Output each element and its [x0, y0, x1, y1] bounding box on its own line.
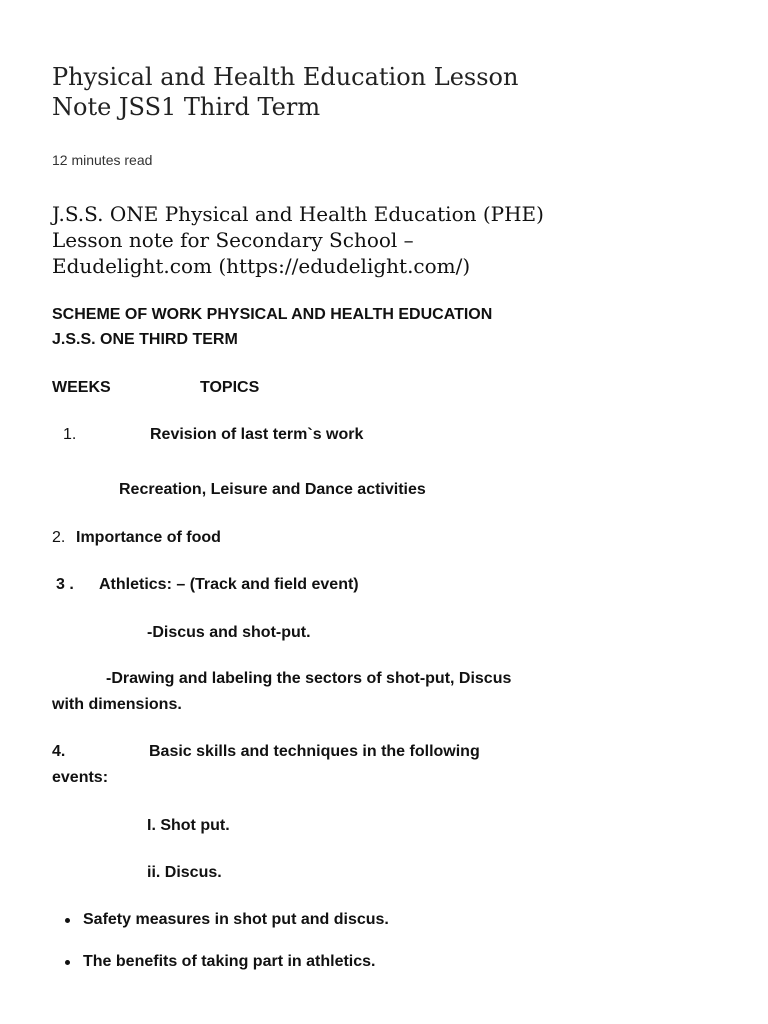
week-3-subtopic-drawing-cont: with dimensions.	[52, 696, 182, 713]
article-subtitle: J.S.S. ONE Physical and Health Education (PHE) Lesson note for Secondary School – Edudelight.com (https://edudelight.com/)	[52, 202, 544, 278]
scheme-heading: SCHEME OF WORK PHYSICAL AND HEALTH EDUCATION	[52, 306, 493, 323]
bullet-dot	[65, 918, 70, 923]
read-time: 12 minutes read	[52, 152, 153, 168]
bullet-dot	[65, 960, 70, 965]
week-1-number: 1.	[63, 426, 77, 443]
week-2-number: 2.	[52, 529, 66, 546]
week-2-topic: Importance of food	[76, 529, 221, 546]
week-4-number: 4.	[52, 743, 66, 760]
week-1-topic: Revision of last term`s work	[150, 426, 364, 443]
week-4-item-shot-put: I. Shot put.	[147, 817, 230, 834]
week-4-item-discus: ii. Discus.	[147, 864, 222, 881]
bullet-athletics-benefits: The benefits of taking part in athletics.	[83, 953, 376, 970]
bullet-safety-measures: Safety measures in shot put and discus.	[83, 911, 389, 928]
week-3-topic: Athletics: – (Track and field event)	[99, 576, 359, 593]
scheme-term: J.S.S. ONE THIRD TERM	[52, 331, 238, 348]
column-header-weeks: WEEKS	[52, 379, 111, 396]
page-title: Physical and Health Education Lesson Note JSS1 Third Term	[52, 63, 519, 121]
week-3-subtopic-discus: -Discus and shot-put.	[147, 624, 311, 641]
week-4-topic-cont: events:	[52, 769, 109, 786]
week-4-topic: Basic skills and techniques in the following	[149, 743, 480, 760]
week-3-number: 3 .	[56, 576, 74, 593]
column-header-topics: TOPICS	[200, 379, 260, 396]
week-3-subtopic-drawing: -Drawing and labeling the sectors of shot-put, Discus	[106, 670, 512, 687]
week-1-subtopic: Recreation, Leisure and Dance activities	[119, 481, 426, 498]
